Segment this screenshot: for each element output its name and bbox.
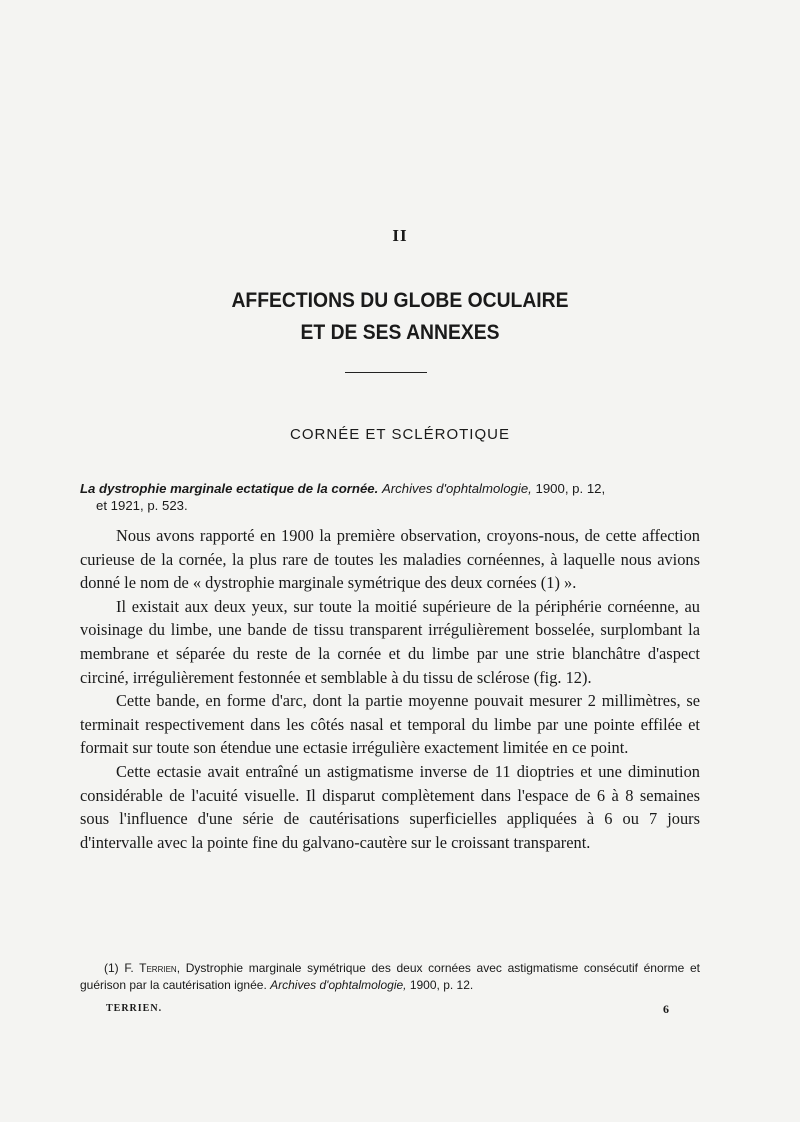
paragraph: Il existait aux deux yeux, sur toute la moitié supérieure de la périphérie cornéenne, au voisinage du limbe, une bande de tissu transparent irrégulièrement bosselée, surplombant la membrane et séparée du reste de la cornée et du limbe par une strie blanchâtre d'aspect circiné, irrégulièrement festonnée et semblable à du tissu de sclérose (fig. 12).: [80, 596, 700, 687]
reference-journal: Archives d'ophtalmologie,: [381, 481, 532, 496]
title-divider: [345, 372, 427, 373]
footnote-author: F. Terrien,: [124, 961, 181, 975]
paragraph: Cette ectasie avait entraîné un astigmatisme inverse de 11 dioptries et une diminution considérable de l'acuité visuelle. Il disparut complètement dans l'espace de 6 à 8 semaines sous l'influence d'une série de cautérisations superficielles appliquées à 6 ou 7 jours d'intervalle avec la pointe fine du galvano-cautère sur le croissant transparent.: [80, 761, 700, 852]
printer-signature: TERRIEN.: [106, 1003, 163, 1014]
sheet-number: 6: [663, 1002, 669, 1016]
footnote-citation: 1900, p. 12.: [406, 978, 474, 992]
body-text: [80, 524, 700, 854]
section-number: II: [392, 226, 408, 245]
footnote-marker: (1): [104, 961, 125, 975]
paragraph: Nous avons rapporté en 1900 la première observation, croyons-nous, de cette affection curieuse de la cornée, la plus rare de toutes les maladies cornéennes, à laquelle nous avions donné le nom de « dystrophie marginale symétrique des deux cornées (1) ».: [80, 526, 700, 593]
footnote-text: Dystrophie marginale symétrique des deux cornées avec astigmatisme consécutif énorme et guérison par la cautérisation ignée.: [80, 961, 701, 992]
chapter-title: [32, 285, 768, 349]
section-subtitle: CORNÉE ET SCLÉROTIQUE: [290, 426, 510, 443]
reference-title: La dystrophie marginale ectatique de la cornée.: [80, 481, 379, 496]
footnote: [80, 960, 700, 994]
bibliographic-reference: [80, 480, 700, 514]
chapter-title-line-2: ET DE SES ANNEXES: [300, 321, 500, 344]
reference-citation-continued: et 1921, p. 523.: [96, 498, 188, 513]
reference-citation: 1900, p. 12,: [531, 481, 606, 496]
paragraph: Cette bande, en forme d'arc, dont la partie moyenne pouvait mesurer 2 millimètres, se terminait respectivement dans les côtés nasal et temporal du limbe par une pointe effilée et formait sur toute son étendue une ectasie irrégulière exactement limitée en ce point.: [80, 691, 700, 758]
chapter-title-line-1: AFFECTIONS DU GLOBE OCULAIRE: [231, 289, 569, 312]
footnote-journal: Archives d'ophtalmologie,: [270, 978, 407, 992]
